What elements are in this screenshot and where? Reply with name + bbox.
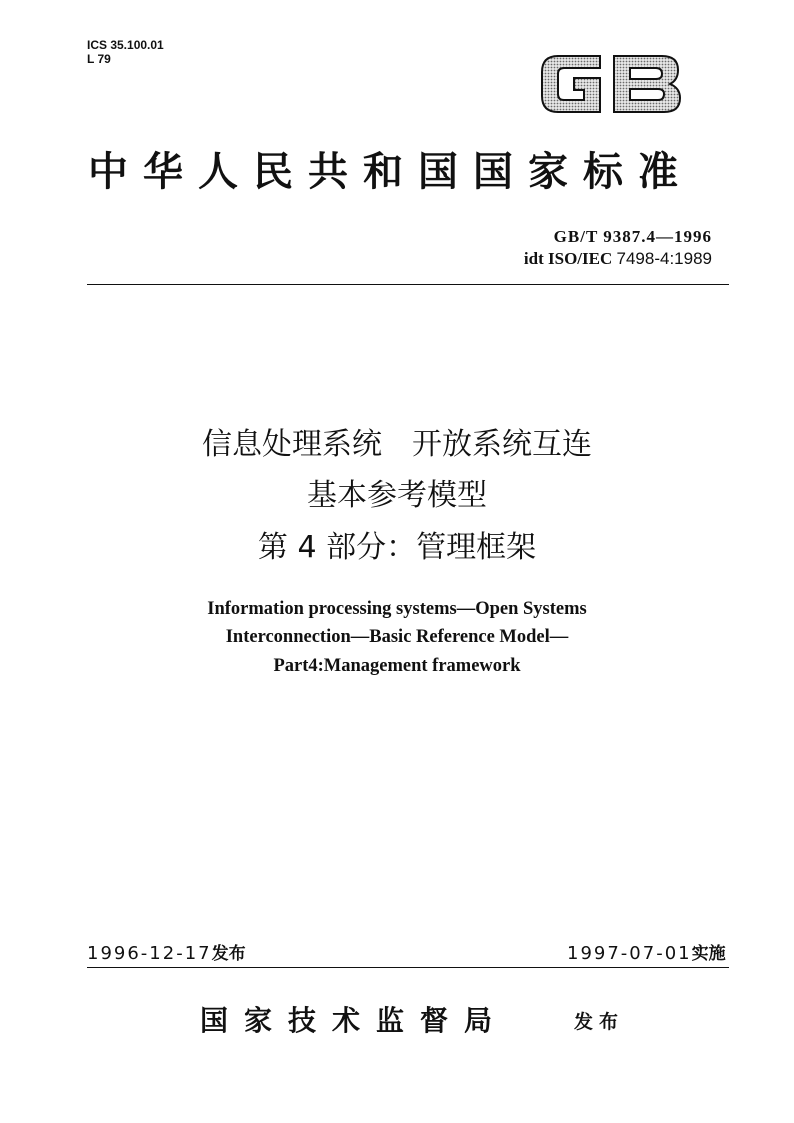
title-cn-line-3: 第 4 部分：管理框架	[257, 530, 537, 565]
implement-label: 实施	[691, 944, 726, 964]
classification-codes	[87, 38, 164, 66]
equivalent-number: 7498-4:1989	[616, 249, 712, 268]
gb-logo	[538, 48, 684, 120]
issuing-authority: 国家技术监督局	[200, 1004, 509, 1037]
issuer-action: 发布	[574, 1011, 625, 1033]
issue-date: 1996-12-17	[87, 943, 212, 964]
equivalent-prefix: idt ISO/IEC	[523, 249, 613, 268]
equivalent-standard	[480, 248, 712, 270]
title-en-line-1: Information processing systems—Open Systems	[207, 599, 587, 619]
implement-date-block	[567, 943, 726, 965]
standard-type-heading: 中华人民共和国国家标准	[88, 148, 693, 195]
issue-date-block	[87, 943, 246, 965]
footer-divider	[87, 967, 729, 968]
issue-label: 发布	[211, 944, 246, 964]
title-en-line-2: Interconnection—Basic Reference Model—	[225, 627, 569, 647]
ics-code: ICS 35.100.01	[87, 38, 164, 52]
title-en-line-3: Part4:Management framework	[273, 656, 521, 676]
standard-number: GB/T 9387.4—1996	[553, 227, 712, 246]
title-cn-line-1: 信息处理系统 开放系统互连	[202, 427, 592, 462]
ccs-code: L 79	[87, 52, 111, 66]
header-divider	[87, 284, 729, 285]
implement-date: 1997-07-01	[567, 943, 692, 964]
standard-number-block	[480, 226, 712, 270]
title-cn-line-2: 基本参考模型	[307, 478, 487, 513]
